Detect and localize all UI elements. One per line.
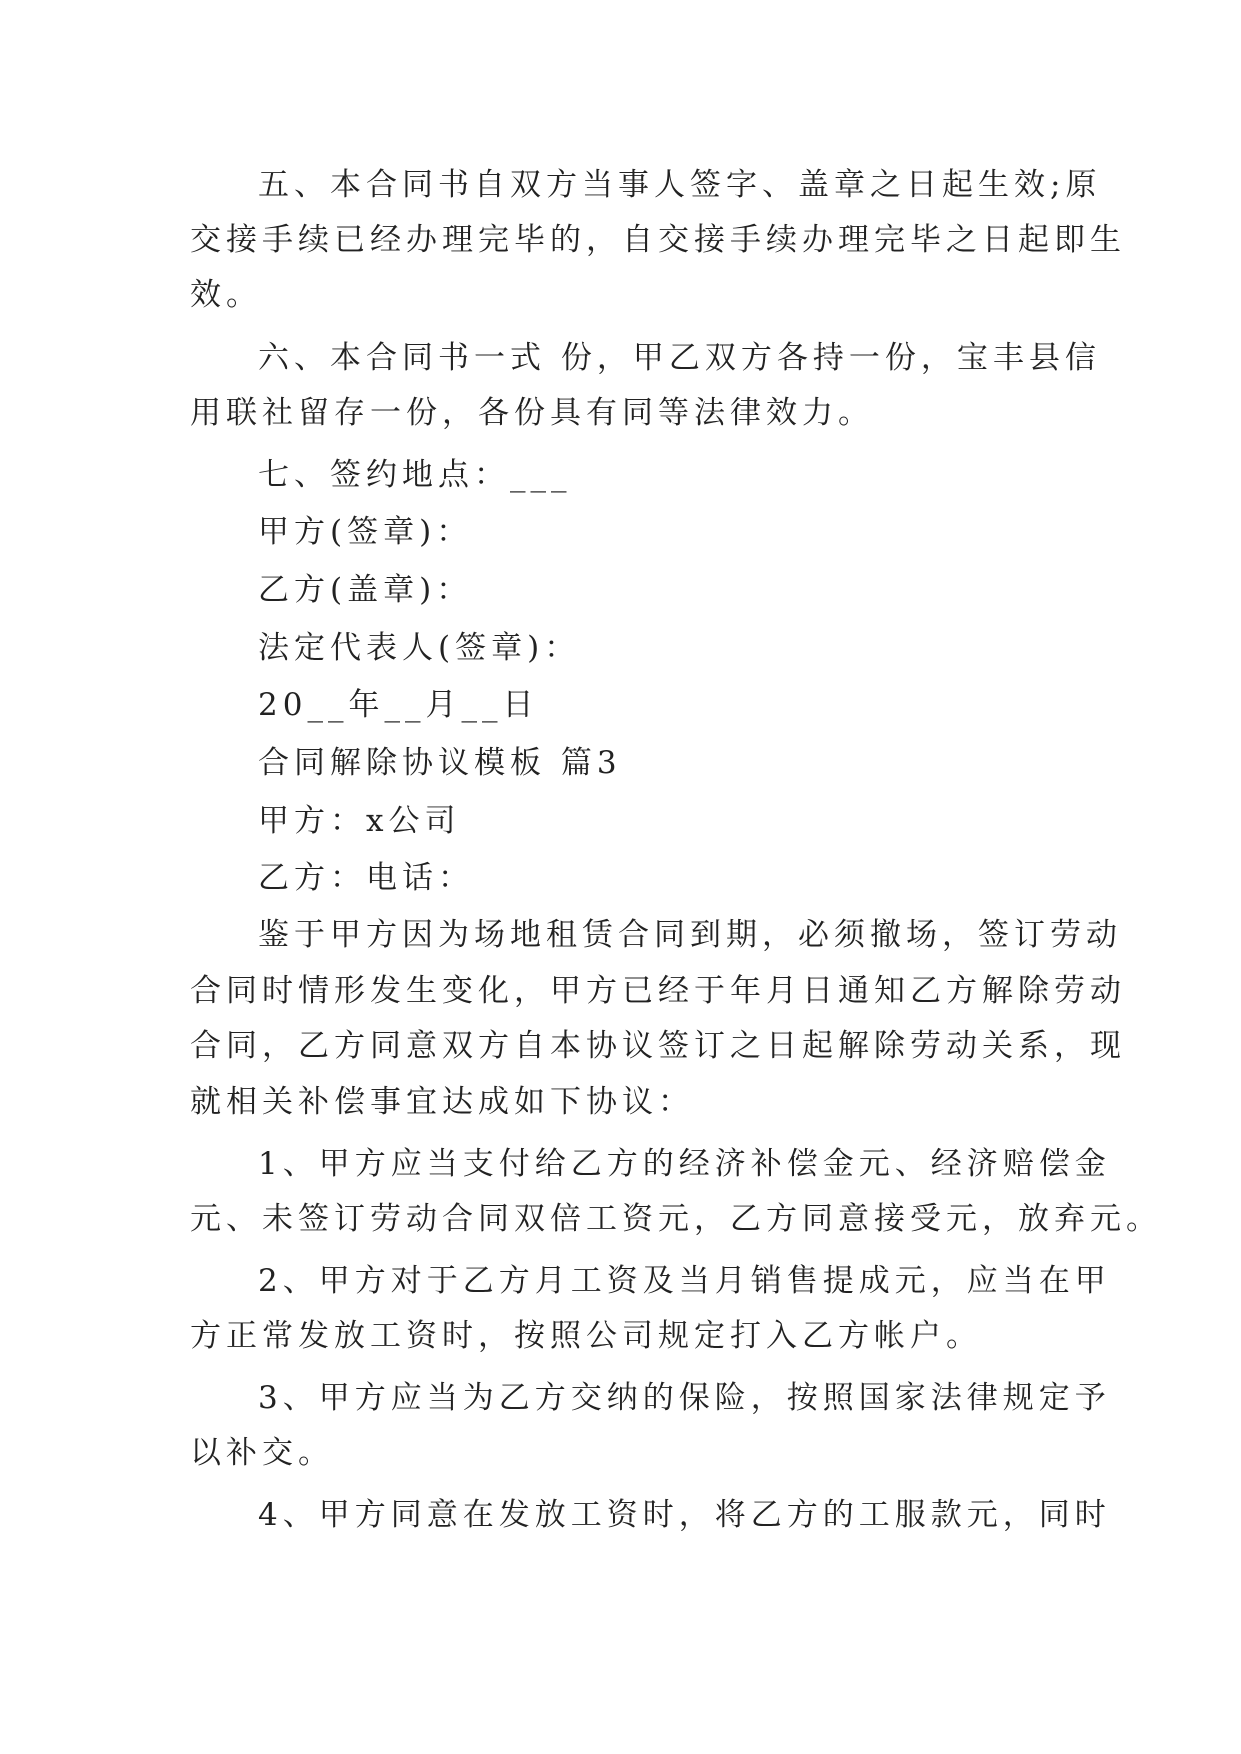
party-a-line: 甲方：x公司 [258,803,461,839]
legal-representative-signature: 法定代表人(签章)： [258,630,581,666]
preamble-line-4: 就相关补偿事宜达成如下协议： [190,1084,694,1120]
preamble-line-2: 合同时情形发生变化，甲方已经于年月日通知乙方解除劳动 [190,973,1126,1009]
party-a-signature: 甲方(签章)： [258,514,473,550]
date-line: 20__年__月__日 [258,687,539,723]
party-b-seal: 乙方(盖章)： [258,572,473,608]
clause-3-line-1: 3、甲方应当为乙方交纳的保险，按照国家法律规定予 [258,1380,1111,1416]
clause-1-line-1: 1、甲方应当支付给乙方的经济补偿金元、经济赔偿金 [258,1146,1111,1182]
party-b-line: 乙方：电话： [258,860,474,896]
clause-1-line-2: 元、未签订劳动合同双倍工资元，乙方同意接受元，放弃元。 [190,1201,1162,1237]
item-6-line-2: 用联社留存一份，各份具有同等法律效力。 [190,395,874,431]
clause-2-line-1: 2、甲方对于乙方月工资及当月销售提成元，应当在甲 [258,1263,1111,1299]
item-5-line-2: 交接手续已经办理完毕的，自交接手续办理完毕之日起即生 [190,222,1126,258]
clause-3-line-2: 以补交。 [190,1435,334,1471]
item-7-signing-place: 七、签约地点：___ [258,457,572,493]
clause-4-line-1: 4、甲方同意在发放工资时，将乙方的工服款元，同时 [258,1497,1111,1533]
clause-2-line-2: 方正常发放工资时，按照公司规定打入乙方帐户。 [190,1318,982,1354]
preamble-line-3: 合同，乙方同意双方自本协议签订之日起解除劳动关系，现 [190,1028,1126,1064]
item-6-line-1: 六、本合同书一式 份，甲乙双方各持一份，宝丰县信 [258,340,1101,376]
item-5-line-3: 效。 [190,277,262,313]
item-5-line-1: 五、本合同书自双方当事人签字、盖章之日起生效;原 [258,167,1102,203]
preamble-line-1: 鉴于甲方因为场地租赁合同到期，必须撤场，签订劳动 [258,917,1122,953]
section-title: 合同解除协议模板 篇3 [258,745,622,781]
